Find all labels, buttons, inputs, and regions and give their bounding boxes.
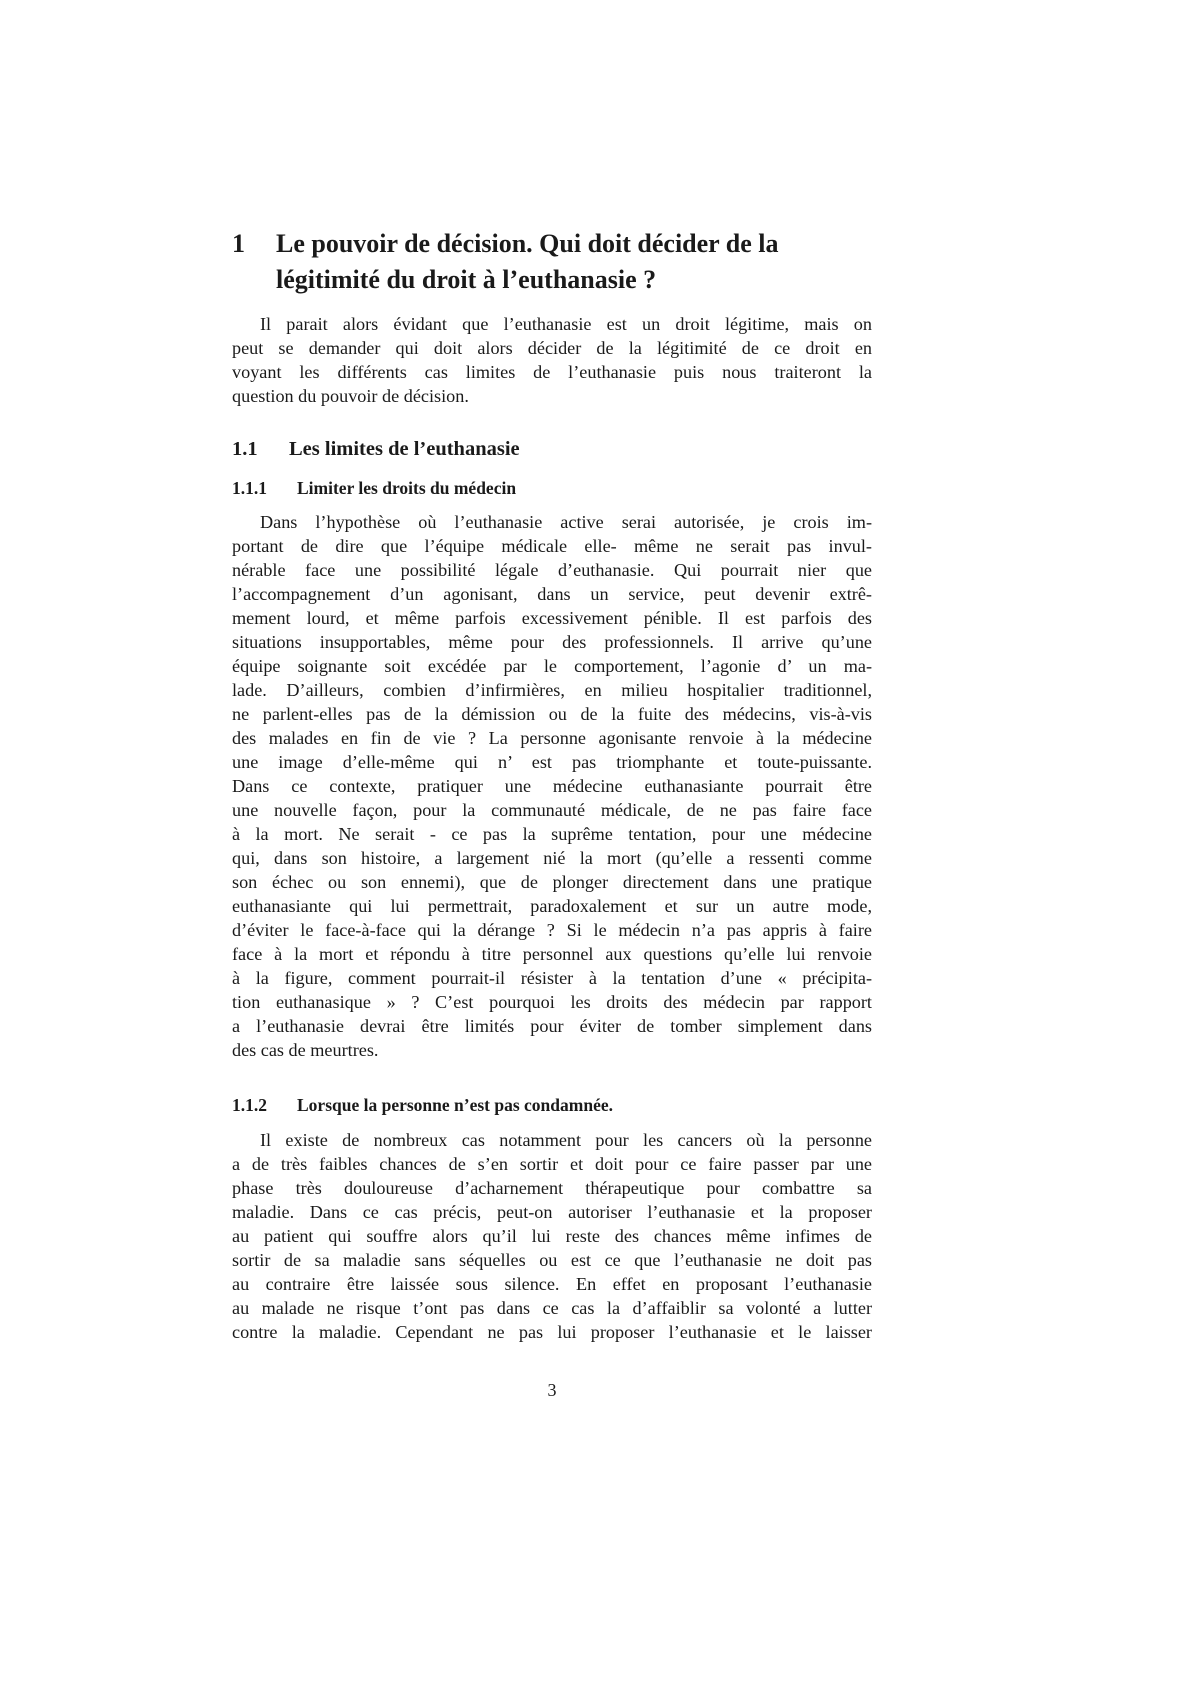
subsection-number: 1.1 [232, 438, 258, 460]
text-line: son échec ou son ennemi), que de plonger directement dans une pratique [232, 872, 872, 892]
text-line: face à la mort et répondu à titre personnel aux questions qu’elle lui renvoie [232, 944, 872, 964]
text-line: contre la maladie. Cependant ne pas lui proposer l’euthanasie et le laisser [232, 1322, 872, 1342]
text-line: question du pouvoir de décision. [232, 386, 469, 406]
text-line: l’accompagnement d’un agonisant, dans un service, peut devenir extrê- [232, 584, 872, 604]
text-line: a de très faibles chances de s’en sortir et doit pour ce faire passer par une [232, 1154, 872, 1174]
text-line: portant de dire que l’équipe médicale elle- même ne serait pas invul- [232, 536, 872, 556]
text-line: au patient qui souffre alors qu’il lui reste des chances même infimes de [232, 1226, 872, 1246]
text-line: Dans l’hypothèse où l’euthanasie active serai autorisée, je crois im- [260, 512, 872, 532]
text-line: mement lourd, et même parfois excessivement pénible. Il est parfois des [232, 608, 872, 628]
text-line: voyant les différents cas limites de l’euthanasie puis nous traiteront la [232, 362, 872, 382]
subsubsection-number: 1.1.1 [232, 478, 267, 498]
text-line: une image d’elle-même qui n’ est pas triomphante et toute-puissante. [232, 752, 872, 772]
paragraph-personne-non-condamnee [232, 1128, 872, 1344]
text-line: tion euthanasique » ? C’est pourquoi les droits des médecin par rapport [232, 992, 872, 1012]
text-line: maladie. Dans ce cas précis, peut-on autoriser l’euthanasie et la proposer [232, 1202, 872, 1222]
text-line: au contraire être laissée sous silence. En effet en proposant l’euthanasie [232, 1274, 872, 1294]
text-line: peut se demander qui doit alors décider de la légitimité de ce droit en [232, 338, 872, 358]
text-line: à la mort. Ne serait - ce pas la suprême tentation, pour une médecine [232, 824, 872, 844]
text-line: a l’euthanasie devrai être limités pour éviter de tomber simplement dans [232, 1016, 872, 1036]
subsubsection-heading-1 [232, 476, 872, 500]
subsubsection-title: Limiter les droits du médecin [297, 478, 517, 498]
text-line: phase très douloureuse d’acharnement thérapeutique pour combattre sa [232, 1178, 872, 1198]
section-number: 1 [232, 229, 245, 258]
text-line: lade. D’ailleurs, combien d’infirmières, en milieu hospitalier traditionnel, [232, 680, 872, 700]
text-line: équipe soignante soit excédée par le comportement, l’agonie d’ un ma- [232, 656, 872, 676]
text-line: situations insupportables, même pour des professionnels. Il arrive qu’une [232, 632, 872, 652]
section-title-line: légitimité du droit à l’euthanasie ? [276, 265, 657, 294]
text-line: au malade ne risque t’ont pas dans ce cas la d’affaiblir sa volonté a lutter [232, 1298, 872, 1318]
text-line: d’éviter le face-à-face qui la dérange ? Si le médecin n’a pas appris à faire [232, 920, 872, 940]
paragraph-limiter-droits [232, 510, 872, 1062]
text-line: sortir de sa maladie sans séquelles ou est ce que l’euthanasie ne doit pas [232, 1250, 872, 1270]
text-line: à la figure, comment pourrait-il résister à la tentation d’une « précipita- [232, 968, 872, 988]
page-number: 3 [547, 1380, 557, 1400]
intro-paragraph [232, 312, 872, 408]
subsubsection-title: Lorsque la personne n’est pas condamnée. [297, 1095, 613, 1115]
subsubsection-number: 1.1.2 [232, 1095, 267, 1115]
section-heading [232, 226, 872, 298]
subsubsection-heading-2 [232, 1093, 872, 1117]
text-line: des malades en fin de vie ? La personne agonisante renvoie à la médecine [232, 728, 872, 748]
section-title-line: Le pouvoir de décision. Qui doit décider de la [276, 229, 779, 258]
text-line: des cas de meurtres. [232, 1040, 379, 1060]
text-line: une nouvelle façon, pour la communauté médicale, de ne pas faire face [232, 800, 872, 820]
text-line: qui, dans son histoire, a largement nié la mort (qu’elle a ressenti comme [232, 848, 872, 868]
text-line: nérable face une possibilité légale d’euthanasie. Qui pourrait nier que [232, 560, 872, 580]
text-line: euthanasiante qui lui permettrait, paradoxalement et sur un autre mode, [232, 896, 872, 916]
subsection-title: Les limites de l’euthanasie [289, 438, 520, 460]
text-line: Il parait alors évidant que l’euthanasie est un droit légitime, mais on [260, 314, 872, 334]
text-line: Il existe de nombreux cas notamment pour les cancers où la personne [260, 1130, 872, 1150]
subsection-heading [232, 436, 872, 462]
text-line: ne parlent-elles pas de la démission ou de la fuite des médecins, vis-à-vis [232, 704, 872, 724]
text-line: Dans ce contexte, pratiquer une médecine euthanasiante pourrait être [232, 776, 872, 796]
